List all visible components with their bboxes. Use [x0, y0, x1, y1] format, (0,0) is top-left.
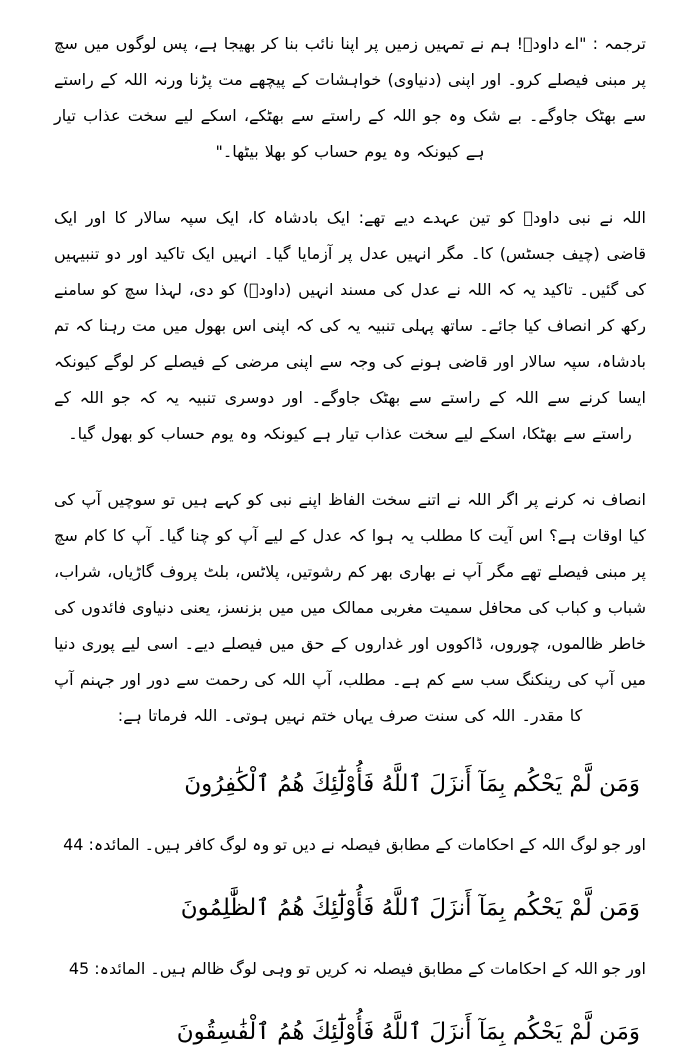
- quran-verse-maidah-47: وَمَن لَّمْ يَحْكُم بِمَآ أَنزَلَ ٱللَّهُ فَأُوْلَٰٓئِكَ هُمُ ٱلْفَٰسِقُونَ: [176, 1019, 640, 1045]
- quran-verse-maidah-44: وَمَن لَّمْ يَحْكُم بِمَآ أَنزَلَ ٱللَّهُ فَأُوْلَٰٓئِكَ هُمُ ٱلْكَٰفِرُونَ: [184, 771, 640, 797]
- paragraph-explanation: اللہ نے نبی داودؑ کو تین عہدے دیے تھے: ایک بادشاہ کا، ایک سپہ سالار کا اور ایک قاضی (چیف جسٹس) کا۔ مگر انہیں عدل پر آزمایا گیا۔ انہیں ایک تاکید اور دو تنبیہیں کی گئیں۔ تاکید یہ کہ اللہ نے عدل کی مسند انہیں (داودؑ) کو دی، لہذا سچ کو سامنے رکھ کر انصاف کیا جائے۔ ساتھ پہلی تنبیہ یہ کی کہ اپنی اس بھول میں مت رہنا کہ تم بادشاہ، سپہ سالار اور قاضی ہونے کی وجہ سے اپنی مرضی کے فیصلے کر لوگے کیونکہ ایسا کرنے سے اللہ کے راستے سے بھٹک جاوگے۔ اور دوسری تنبیہ یہ کہ جو اللہ کے راستے سے بھٹکا، اسکے لیے سخت عذاب تیار ہے کیونکہ وہ یوم حساب کو بھول گیا۔: [54, 208, 646, 443]
- paragraph-ayah-translation: ترجمہ : "اے داودؑ! ہم نے تمہیں زمیں پر اپنا نائب بنا کر بھیجا ہے، پس لوگوں میں سچ پر مبنی فیصلے کرو۔ اور اپنی (دنیاوی) خواہشات کے پیچھے مت پڑنا ورنہ اللہ کے راستے سے بھٹک جاوگے۔ بے شک وہ جو اللہ کے راستے سے بھٹکے، اسکے لیے سخت عذاب تیار ہے کیونکہ وہ یوم حساب کو بھلا بیٹھا۔": [54, 34, 646, 161]
- quran-verse-maidah-45: وَمَن لَّمْ يَحْكُم بِمَآ أَنزَلَ ٱللَّهُ فَأُوْلَٰٓئِكَ هُمُ ٱلظَّٰلِمُونَ: [180, 895, 640, 921]
- paragraph-commentary: انصاف نہ کرنے پر اگر اللہ نے اتنے سخت الفاظ اپنے نبی کو کہے ہیں تو سوچیں آپ کی کیا اوقات ہے؟ اس آیت کا مطلب یہ ہوا کہ عدل کے لیے آپ کو چنا گیا۔ آپ کا کام سچ پر مبنی فیصلے تھے مگر آپ نے بھاری بھر کم رشوتیں، پلاٹس، بلٹ پروف گاڑیاں، شراب، شباب و کباب کی محافل سمیت مغربی ممالک میں میں بزنسز، یعنی دنیاوی فائدوں کی خاطر ظالموں، چوروں، ڈاکووں اور غداروں کے حق میں فیصلے دیے۔ اسی لیے پوری دنیا میں آپ کی رینکنگ سب سے کم ہے۔ مطلب، آپ اللہ کی رحمت سے دور اور جہنم آپ کا مقدر۔ اللہ کی سنت صرف یہاں ختم نہیں ہوتی۔ اللہ فرماتا ہے:: [54, 490, 646, 725]
- verse-44-urdu-translation: اور جو لوگ اللہ کے احکامات کے مطابق فیصلہ نے دیں تو وہ لوگ کافر ہیں۔ المائدہ: 44: [63, 835, 646, 854]
- verse-45-urdu-translation: اور جو اللہ کے احکامات کے مطابق فیصلہ نہ کریں تو وہی لوگ ظالم ہیں۔ المائدہ: 45: [68, 959, 646, 978]
